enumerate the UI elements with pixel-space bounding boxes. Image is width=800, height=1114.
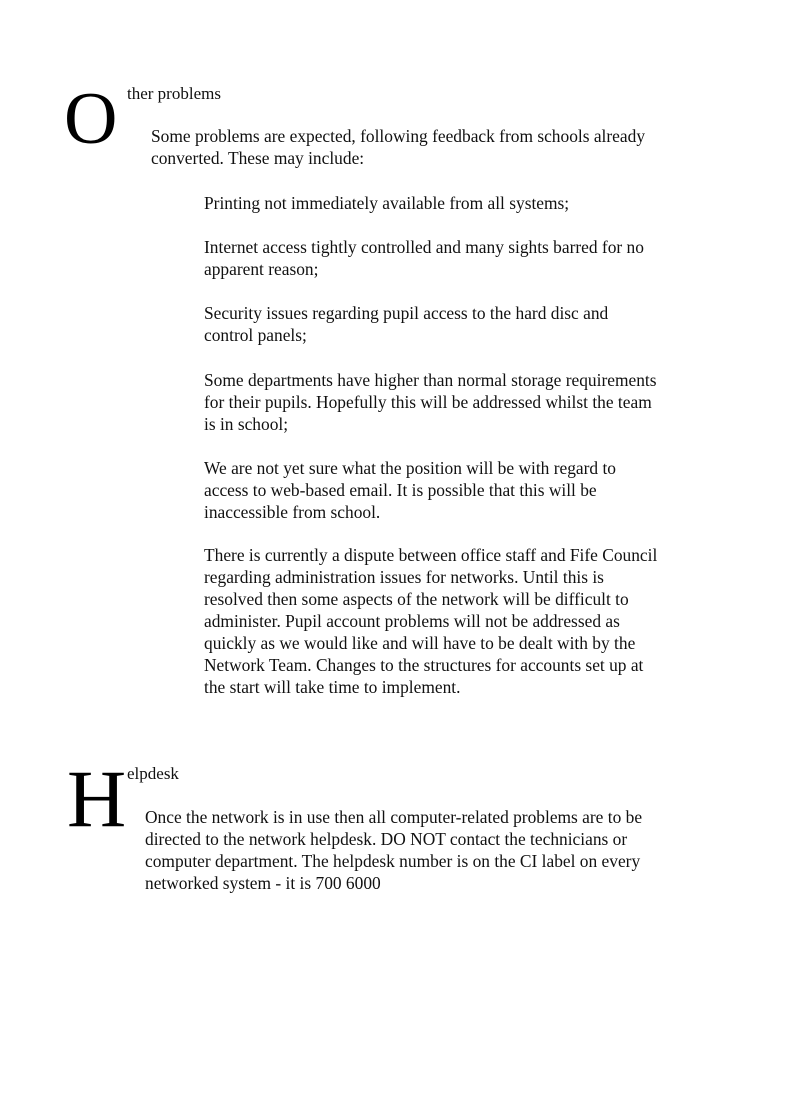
- drop-cap-helpdesk: H: [67, 753, 127, 844]
- problem-item-security: Security issues regarding pupil access to the hard disc and control panels;: [204, 303, 609, 345]
- problem-item-dispute: There is currently a dispute between office staff and Fife Council regarding administration issues for networks. Until this is resolved then some aspects of the network will be difficult to administer. Pupil account problems will not be addressed as quickly as we would like and will have to be dealt with by the Network Team. Changes to the structures for accounts set up at the start will take time to implement.: [204, 545, 658, 697]
- helpdesk-paragraph: Once the network is in use then all computer-related problems are to be directed to the network helpdesk. DO NOT contact the technicians or computer department. The helpdesk number is on the CI label on every networked system - it is 700 6000: [145, 807, 643, 893]
- problem-item-email: We are not yet sure what the position will be with regard to access to web-based email. It is possible that this will be inaccessible from school.: [204, 458, 616, 522]
- heading-helpdesk: elpdesk: [127, 764, 179, 783]
- problem-item-internet: Internet access tightly controlled and many sights barred for no apparent reason;: [204, 237, 644, 279]
- heading-other-problems: ther problems: [127, 84, 221, 103]
- problem-item-printing: Printing not immediately available from all systems;: [204, 193, 570, 213]
- problem-item-storage: Some departments have higher than normal storage requirements for their pupils. Hopefully this will be addressed whilst the team is in school;: [204, 370, 657, 434]
- drop-cap-other-problems: O: [64, 78, 118, 160]
- intro-paragraph-other-problems: Some problems are expected, following feedback from schools already converted. These may include:: [151, 126, 646, 168]
